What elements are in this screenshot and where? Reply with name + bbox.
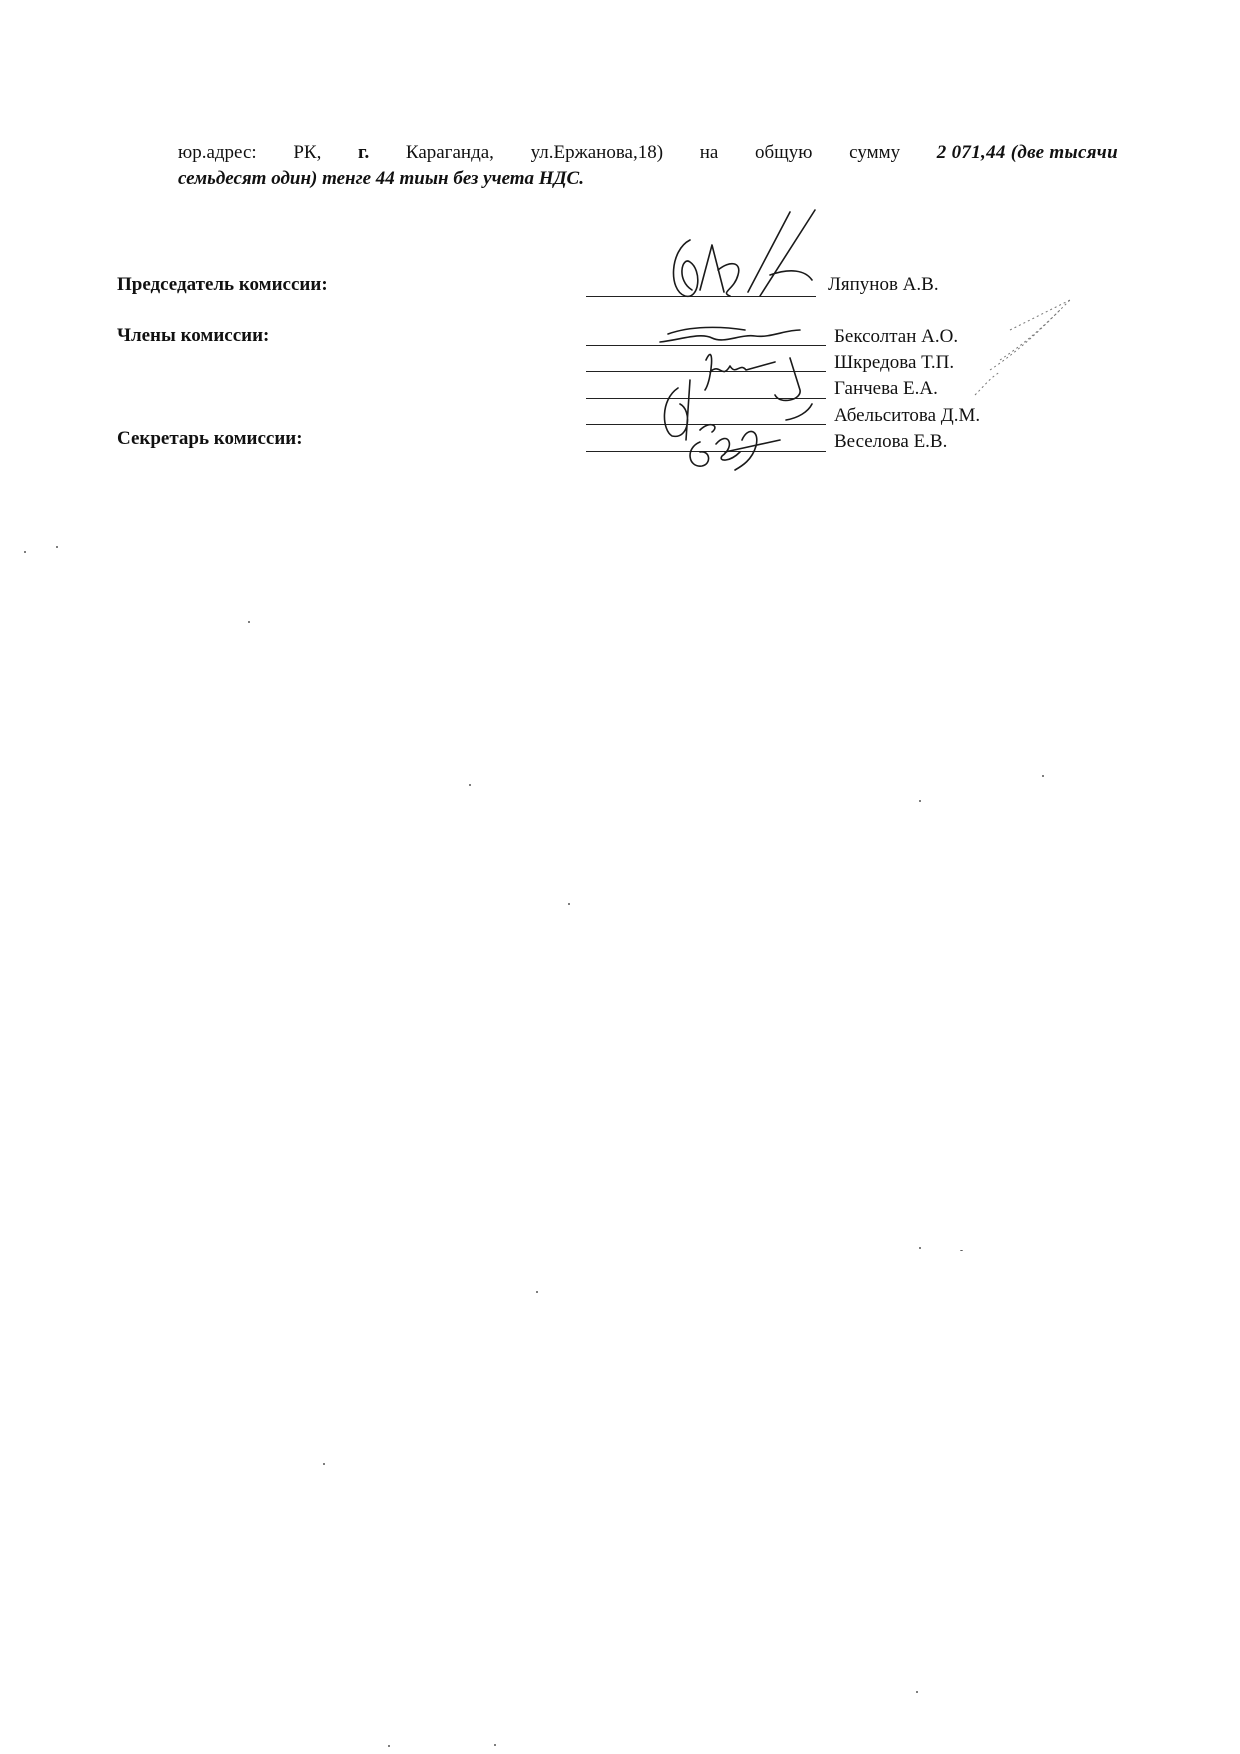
member-name: Ганчева Е.А.	[834, 378, 938, 399]
paragraph-line-2: семьдесят один) тенге 44 тиын без учета НДС.	[178, 168, 584, 189]
member-signature-line	[586, 424, 826, 425]
scan-speck	[56, 546, 58, 548]
member-signature-mark	[660, 327, 800, 342]
scan-speck	[536, 1291, 538, 1293]
amount-value: 2 071,44 (две тысячи	[936, 142, 1118, 163]
address-word: Караганда,	[405, 142, 494, 163]
address-word: на	[699, 142, 719, 163]
member-name: Шкредова Т.П.	[834, 352, 955, 373]
scan-speck	[568, 903, 570, 905]
scan-speck	[24, 551, 26, 553]
amount-paragraph	[178, 140, 1118, 192]
scan-speck	[494, 1744, 496, 1746]
stamp-trace-mark	[975, 372, 1000, 395]
stamp-trace-mark	[1010, 300, 1070, 330]
secretary-signature-line	[586, 451, 826, 452]
scan-speck	[323, 1463, 325, 1465]
stamp-trace-mark	[1000, 300, 1070, 360]
scan-speck	[248, 621, 250, 623]
address-word: юр.адрес:	[178, 142, 257, 163]
scan-speck	[388, 1745, 390, 1747]
secretary-name: Веселова Е.В.	[834, 431, 948, 452]
member-name: Бексолтан А.О.	[834, 326, 959, 347]
stamp-trace-mark	[990, 310, 1060, 370]
chair-name: Ляпунов А.В.	[828, 274, 939, 295]
member-signature-line	[586, 371, 826, 372]
address-word: ул.Ержанова,18)	[530, 142, 664, 163]
member-signature-line	[586, 345, 826, 346]
chair-label: Председатель комиссии:	[117, 274, 328, 295]
paragraph-line-1	[178, 140, 1118, 166]
member-signature-mark	[705, 354, 800, 400]
member-signature-line	[586, 398, 826, 399]
scan-speck	[960, 1250, 963, 1251]
scan-speck	[916, 1691, 918, 1693]
address-word: г.	[357, 142, 370, 163]
member-name: Абельситова Д.М.	[834, 405, 981, 426]
members-label: Члены комиссии:	[117, 325, 270, 346]
scan-speck	[469, 784, 471, 786]
member-signature-mark	[664, 380, 812, 440]
address-word: общую	[754, 142, 813, 163]
address-word: РК,	[293, 142, 322, 163]
chair-signature-line	[586, 296, 816, 297]
scan-speck	[1042, 775, 1044, 777]
chair-signature-mark	[674, 210, 815, 296]
scan-speck	[919, 1247, 921, 1249]
scan-speck	[919, 800, 921, 802]
secretary-label: Секретарь комиссии:	[117, 428, 303, 449]
address-word: сумму	[849, 142, 901, 163]
